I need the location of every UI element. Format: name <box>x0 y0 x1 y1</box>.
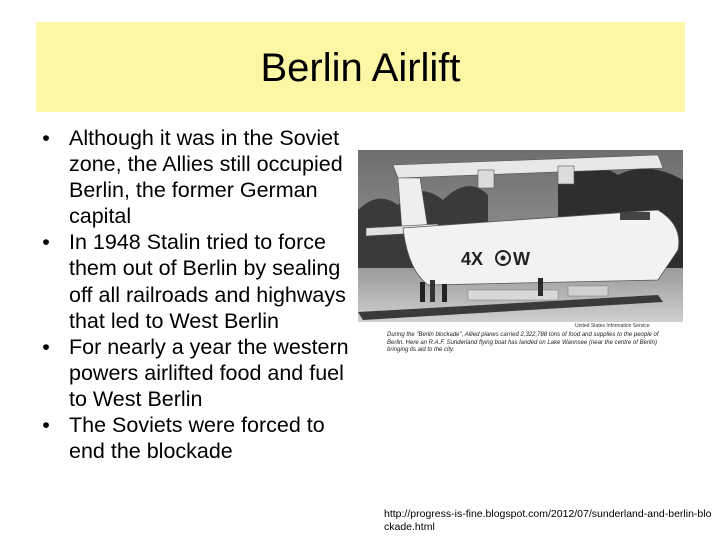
svg-text:W: W <box>513 249 530 269</box>
photo-caption: During the "Berlin blockade", Allied planes carried 2,322,788 tons of food and supplies to the people of Berlin. Here an R.A.F. Sunderland flying boat has landed on Lake Wannsee (near the centre of Berlin) bringing its aid to the city. <box>387 332 659 353</box>
bullet-item <box>36 412 356 464</box>
svg-text:4X: 4X <box>461 249 484 269</box>
bullet-item <box>36 125 356 229</box>
sunderland-flying-boat-photo <box>358 150 683 362</box>
slide-title: Berlin Airlift <box>260 46 461 90</box>
bullet-icon: • <box>42 230 50 255</box>
bullet-item <box>36 229 356 333</box>
bullet-text: The Soviets were forced to end the blockade <box>69 413 325 464</box>
bullet-item <box>36 334 356 412</box>
bullet-icon: • <box>42 126 50 150</box>
bullet-text: For nearly a year the western powers airlifted food and fuel to West Berlin <box>69 334 349 411</box>
title-banner <box>36 22 685 112</box>
photo-credit: United States Information Service <box>575 323 650 329</box>
bullet-list <box>36 125 356 464</box>
bullet-text: In 1948 Stalin tried to force them out of Berlin by sealing off all railroads and highways that led to West Berlin <box>69 230 346 333</box>
bullet-icon: • <box>42 413 50 438</box>
bullet-text: Although it was in the Soviet zone, the Allies still occupied Berlin, the former German capital <box>69 126 343 229</box>
bullet-icon: • <box>42 334 50 359</box>
source-url: http://progress-is-fine.blogspot.com/2012/07/sunderland-and-berlin-blockade.html <box>384 508 712 533</box>
